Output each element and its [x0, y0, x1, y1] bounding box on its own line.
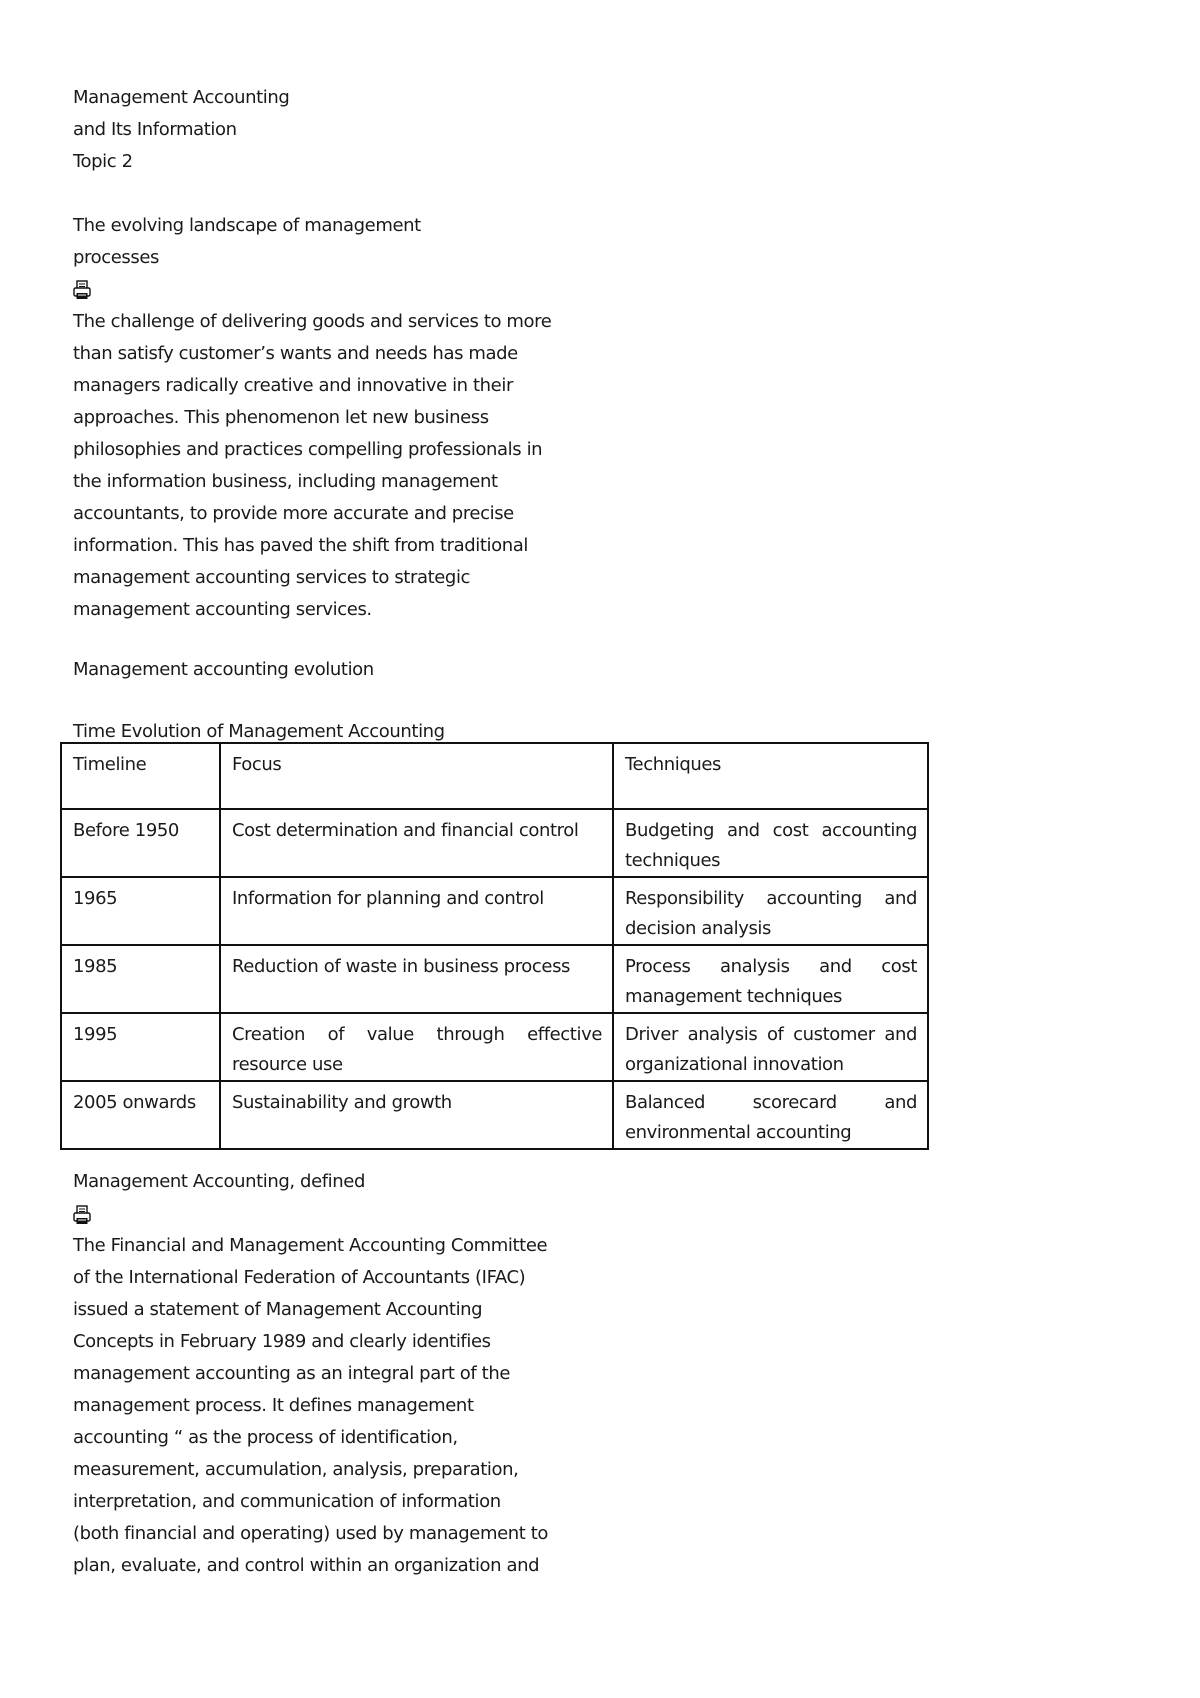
column-header-techniques: Techniques: [613, 743, 928, 809]
defined-paragraph-line: issued a statement of Management Accounting: [73, 1299, 483, 1320]
landscape-paragraph-line: philosophies and practices compelling professionals in: [73, 439, 543, 460]
defined-paragraph-line: plan, evaluate, and control within an organization and: [73, 1555, 540, 1576]
cell-techniques-line1: Balanced scorecard and: [625, 1092, 917, 1113]
cell-techniques-line1: Process analysis and cost: [625, 956, 917, 977]
cell-techniques: [613, 1013, 928, 1081]
cell-focus-line1: Cost determination and financial control: [232, 820, 579, 841]
doc-title-line1: Management Accounting: [73, 87, 290, 108]
cell-timeline: 1995: [61, 1013, 220, 1081]
table-caption: Time Evolution of Management Accounting: [73, 721, 445, 742]
cell-focus: [220, 809, 613, 877]
defined-paragraph-line: measurement, accumulation, analysis, preparation,: [73, 1459, 519, 1480]
landscape-paragraph-line: information. This has paved the shift from traditional: [73, 535, 528, 556]
cell-focus-line2: resource use: [232, 1054, 343, 1075]
landscape-paragraph-line: accountants, to provide more accurate and precise: [73, 503, 514, 524]
cell-techniques-line1: Driver analysis of customer and: [625, 1024, 917, 1045]
cell-focus-line1: Sustainability and growth: [232, 1092, 452, 1113]
cell-focus-line1: Information for planning and control: [232, 888, 544, 909]
column-header-timeline: Timeline: [61, 743, 220, 809]
defined-paragraph-line: accounting “ as the process of identification,: [73, 1427, 458, 1448]
cell-focus-line1: Reduction of waste in business process: [232, 956, 571, 977]
landscape-paragraph-line: management accounting services to strategic: [73, 567, 471, 588]
table-row: [61, 1081, 928, 1149]
section-heading-landscape-line2: processes: [73, 247, 160, 268]
defined-paragraph-line: management process. It defines management: [73, 1395, 474, 1416]
cell-focus: [220, 877, 613, 945]
defined-paragraph-line: Concepts in February 1989 and clearly identifies: [73, 1331, 491, 1352]
landscape-paragraph-line: than satisfy customer’s wants and needs has made: [73, 343, 518, 364]
document-printer-icon: [73, 280, 91, 300]
doc-topic: Topic 2: [73, 151, 133, 172]
landscape-paragraph-line: the information business, including management: [73, 471, 498, 492]
cell-focus-line1: Creation of value through effective: [232, 1024, 602, 1045]
landscape-paragraph-line: The challenge of delivering goods and services to more: [73, 311, 552, 332]
defined-paragraph-line: interpretation, and communication of information: [73, 1491, 501, 1512]
defined-paragraph-line: (both financial and operating) used by management to: [73, 1523, 549, 1544]
cell-timeline: 2005 onwards: [61, 1081, 220, 1149]
cell-techniques-line2: organizational innovation: [625, 1054, 844, 1075]
cell-techniques-line1: Budgeting and cost accounting: [625, 820, 917, 841]
cell-techniques-line2: environmental accounting: [625, 1122, 852, 1143]
section-heading-defined: Management Accounting, defined: [73, 1171, 365, 1192]
cell-techniques: [613, 877, 928, 945]
cell-timeline: 1985: [61, 945, 220, 1013]
table-row: [61, 1013, 928, 1081]
column-header-focus: Focus: [220, 743, 613, 809]
table-row: [61, 945, 928, 1013]
cell-techniques-line1: Responsibility accounting and: [625, 888, 917, 909]
cell-focus: [220, 945, 613, 1013]
defined-paragraph-line: of the International Federation of Accountants (IFAC): [73, 1267, 526, 1288]
cell-techniques: [613, 945, 928, 1013]
table-row: [61, 877, 928, 945]
table-row: [61, 809, 928, 877]
cell-techniques: [613, 1081, 928, 1149]
landscape-paragraph-line: managers radically creative and innovative in their: [73, 375, 513, 396]
landscape-paragraph-line: approaches. This phenomenon let new business: [73, 407, 489, 428]
doc-title-line2: and Its Information: [73, 119, 237, 140]
cell-timeline: 1965: [61, 877, 220, 945]
section-heading-evolution: Management accounting evolution: [73, 659, 374, 680]
section-heading-landscape-line1: The evolving landscape of management: [73, 215, 421, 236]
landscape-paragraph-line: management accounting services.: [73, 599, 372, 620]
cell-focus: [220, 1081, 613, 1149]
cell-techniques: [613, 809, 928, 877]
cell-focus: [220, 1013, 613, 1081]
cell-timeline: Before 1950: [61, 809, 220, 877]
cell-techniques-line2: management techniques: [625, 986, 843, 1007]
evolution-table: [60, 742, 929, 1150]
defined-paragraph-line: management accounting as an integral part of the: [73, 1363, 511, 1384]
table-header-row: [61, 743, 928, 809]
cell-techniques-line2: decision analysis: [625, 918, 771, 939]
cell-techniques-line2: techniques: [625, 850, 721, 871]
document-printer-icon: [73, 1205, 91, 1225]
defined-paragraph-line: The Financial and Management Accounting Committee: [73, 1235, 548, 1256]
